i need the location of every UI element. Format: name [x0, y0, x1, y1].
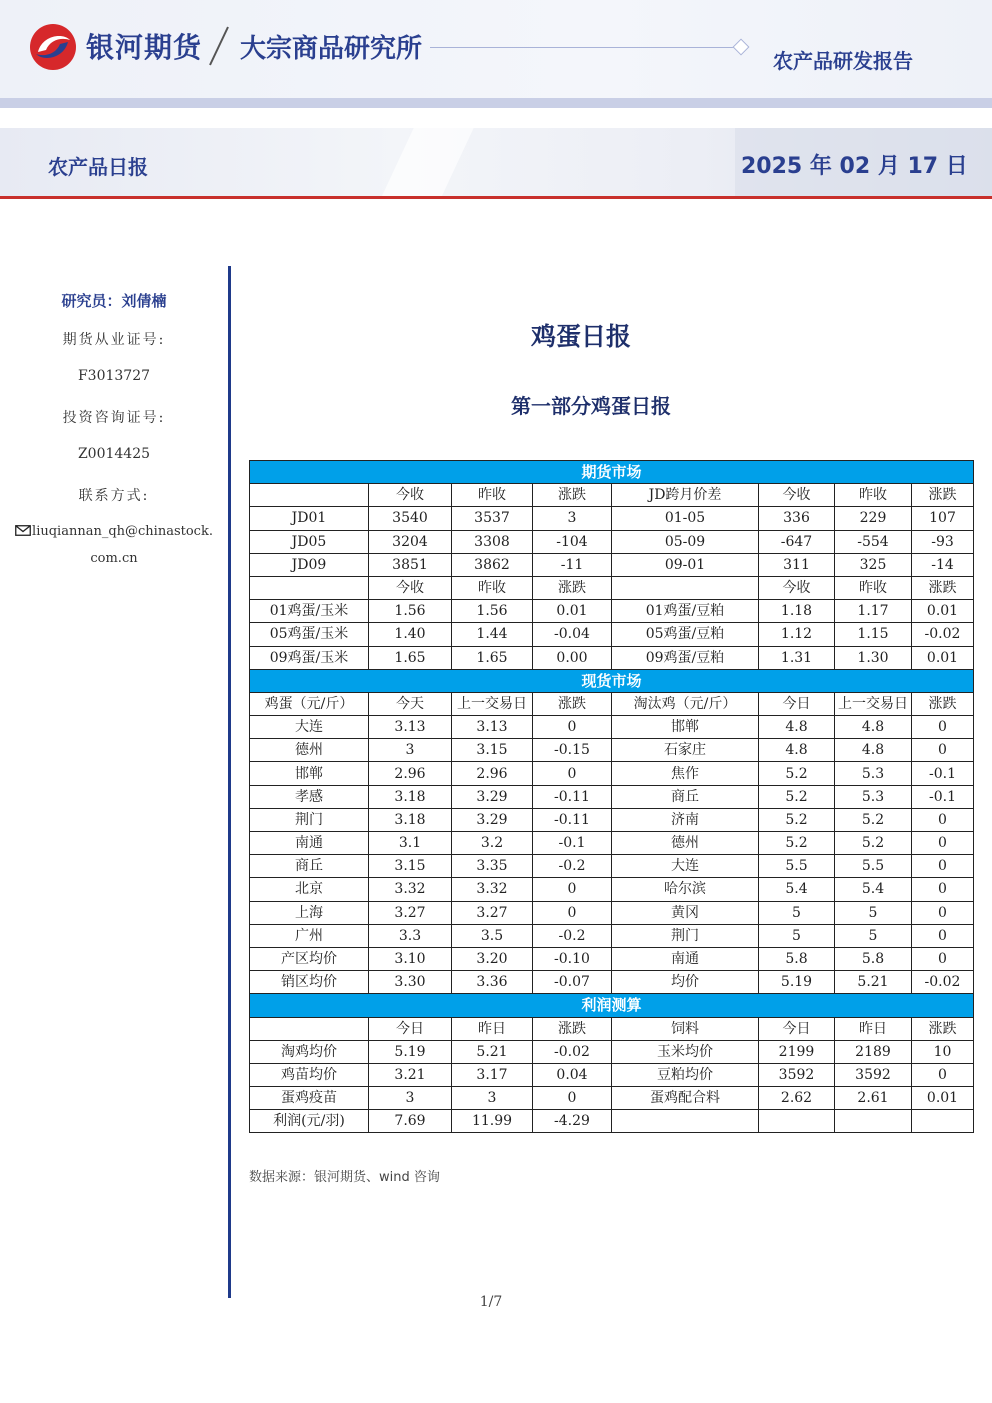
- table-cell: 0: [912, 832, 974, 855]
- table-cell: 3.21: [369, 1063, 452, 1086]
- table-cell: 3.3: [369, 924, 452, 947]
- header-cell: 今收: [369, 576, 452, 599]
- advisory-cert-label: 投资咨询证号:: [62, 410, 166, 426]
- table-cell: 德州: [612, 832, 759, 855]
- table-row: [250, 739, 974, 762]
- table-cell: 3592: [759, 1063, 835, 1086]
- table-cell: 107: [912, 507, 974, 530]
- table-cell: 哈尔滨: [612, 878, 759, 901]
- table-cell: -11: [533, 553, 612, 576]
- table-cell: 3: [369, 1087, 452, 1110]
- table-cell: 336: [759, 507, 835, 530]
- table-cell: -0.07: [533, 971, 612, 994]
- header-cell: 昨收: [835, 576, 912, 599]
- table-cell: 3862: [452, 553, 533, 576]
- table-cell: 5.3: [835, 762, 912, 785]
- profit-header-row: [250, 1017, 974, 1040]
- table-cell: 1.12: [759, 623, 835, 646]
- table-cell: 3.10: [369, 947, 452, 970]
- table-cell: -14: [912, 553, 974, 576]
- table-row: [250, 855, 974, 878]
- futures-cert-label: 期货从业证号:: [62, 332, 166, 348]
- table-cell: [912, 1110, 974, 1133]
- table-cell: 德州: [250, 739, 369, 762]
- table-cell: 黄冈: [612, 901, 759, 924]
- table-row: [250, 785, 974, 808]
- table-cell: 邯郸: [250, 762, 369, 785]
- header-cell: 昨日: [452, 1017, 533, 1040]
- table-cell: 玉米均价: [612, 1040, 759, 1063]
- table-cell: 5.2: [759, 762, 835, 785]
- header-cell: 昨收: [835, 484, 912, 507]
- table-cell: 5: [759, 901, 835, 924]
- table-cell: 3537: [452, 507, 533, 530]
- table-cell: 0.01: [912, 1087, 974, 1110]
- table-cell: 0: [533, 878, 612, 901]
- table-row: [250, 878, 974, 901]
- email-text-part2[interactable]: com.cn: [90, 551, 138, 566]
- header-cell: 鸡蛋（元/斤）: [250, 692, 369, 715]
- table-cell: -0.1: [912, 785, 974, 808]
- table-cell: 5.8: [759, 947, 835, 970]
- table-cell: 311: [759, 553, 835, 576]
- table-cell: 0.01: [533, 600, 612, 623]
- table-cell: [612, 1110, 759, 1133]
- header-cell: [250, 1017, 369, 1040]
- table-cell: 3.27: [369, 901, 452, 924]
- table-cell: 0.01: [912, 646, 974, 669]
- email-link[interactable]: [0, 524, 228, 539]
- header-cell: 今天: [369, 692, 452, 715]
- table-cell: 3.15: [369, 855, 452, 878]
- table-cell: 南通: [250, 832, 369, 855]
- spot-header-row: [250, 692, 974, 715]
- table-row: [250, 553, 974, 576]
- table-cell: 1.56: [452, 600, 533, 623]
- header-cell: [250, 576, 369, 599]
- header-cell: JD跨月价差: [612, 484, 759, 507]
- table-cell: -0.15: [533, 739, 612, 762]
- table-cell: 5.2: [759, 808, 835, 831]
- top-header-stripe: [0, 98, 992, 108]
- header-cell: 今日: [759, 692, 835, 715]
- header-cell: 涨跌: [912, 484, 974, 507]
- table-cell: 4.8: [759, 716, 835, 739]
- table-row: [250, 947, 974, 970]
- table-cell: 1.65: [369, 646, 452, 669]
- egg-daily-table: [249, 460, 974, 1133]
- table-cell: 5.21: [452, 1040, 533, 1063]
- header-cell: 淘汰鸡（元/斤）: [612, 692, 759, 715]
- table-cell: 3.18: [369, 808, 452, 831]
- institute-name: 大宗商品研究所: [240, 34, 423, 64]
- table-cell: 焦作: [612, 762, 759, 785]
- table-cell: 济南: [612, 808, 759, 831]
- table-cell: 利润(元/羽): [250, 1110, 369, 1133]
- section-band-label: 期货市场: [250, 461, 974, 484]
- sub-header-red-line: [0, 196, 992, 199]
- sub-title: 农产品日报: [48, 155, 148, 179]
- table-cell: 0.00: [533, 646, 612, 669]
- table-row: [250, 1063, 974, 1086]
- table-cell: 3851: [369, 553, 452, 576]
- table-cell: 5: [835, 924, 912, 947]
- table-row: [250, 924, 974, 947]
- header-cell: 今收: [759, 576, 835, 599]
- mail-icon: [15, 525, 31, 536]
- table-cell: -0.04: [533, 623, 612, 646]
- table-row: [250, 762, 974, 785]
- table-cell: 01鸡蛋/玉米: [250, 600, 369, 623]
- header-cell: 涨跌: [533, 692, 612, 715]
- table-cell: 3.5: [452, 924, 533, 947]
- slash-separator-icon: [204, 24, 234, 68]
- table-cell: [759, 1110, 835, 1133]
- header-cell: 上一交易日: [835, 692, 912, 715]
- table-cell: 05-09: [612, 530, 759, 553]
- table-row: [250, 901, 974, 924]
- table-cell: 0: [912, 947, 974, 970]
- table-cell: -0.02: [912, 971, 974, 994]
- header-cell: 昨收: [452, 576, 533, 599]
- table-row: [250, 808, 974, 831]
- table-cell: 3.20: [452, 947, 533, 970]
- table-cell: 0: [912, 924, 974, 947]
- table-cell: 5.2: [835, 808, 912, 831]
- table-cell: 3.13: [452, 716, 533, 739]
- table-cell: 3592: [835, 1063, 912, 1086]
- table-row: [250, 507, 974, 530]
- report-type: 农产品研发报告: [773, 49, 913, 73]
- table-cell: 1.44: [452, 623, 533, 646]
- table-cell: 3.18: [369, 785, 452, 808]
- table-cell: 10: [912, 1040, 974, 1063]
- sidebar-divider: [228, 266, 231, 1298]
- table-cell: 1.17: [835, 600, 912, 623]
- table-cell: 上海: [250, 901, 369, 924]
- table-cell: 5.4: [759, 878, 835, 901]
- table-cell: 0: [533, 1087, 612, 1110]
- table-row: [250, 832, 974, 855]
- document-title: 鸡蛋日报: [530, 322, 631, 351]
- table-cell: 2.96: [369, 762, 452, 785]
- header-cell: 今日: [369, 1017, 452, 1040]
- table-cell: 5.5: [835, 855, 912, 878]
- table-cell: 3.17: [452, 1063, 533, 1086]
- table-cell: 1.18: [759, 600, 835, 623]
- table-cell: 5.19: [369, 1040, 452, 1063]
- header-cell: 饲料: [612, 1017, 759, 1040]
- table-cell: 3.1: [369, 832, 452, 855]
- table-cell: 05鸡蛋/豆粕: [612, 623, 759, 646]
- table-row: [250, 600, 974, 623]
- table-cell: 南通: [612, 947, 759, 970]
- table-cell: -0.1: [912, 762, 974, 785]
- header-decor-line: [430, 47, 735, 48]
- table-cell: 鸡苗均价: [250, 1063, 369, 1086]
- table-cell: 1.15: [835, 623, 912, 646]
- table-cell: 0: [912, 878, 974, 901]
- table-cell: 3.29: [452, 808, 533, 831]
- table-cell: 大连: [250, 716, 369, 739]
- table-cell: 3: [369, 739, 452, 762]
- table-cell: -93: [912, 530, 974, 553]
- advisory-cert-number: Z0014425: [77, 446, 151, 462]
- table-cell: 2199: [759, 1040, 835, 1063]
- page-number: 1/7: [479, 1294, 503, 1310]
- table-cell: 3540: [369, 507, 452, 530]
- table-cell: -0.2: [533, 924, 612, 947]
- table-cell: 1.56: [369, 600, 452, 623]
- table-cell: 销区均价: [250, 971, 369, 994]
- table-cell: 商丘: [250, 855, 369, 878]
- table-cell: 广州: [250, 924, 369, 947]
- report-date: 2025 年 02 月 17 日: [741, 154, 968, 179]
- table-cell: 5: [759, 924, 835, 947]
- ratio-header-row: [250, 576, 974, 599]
- table-row: [250, 1087, 974, 1110]
- table-cell: -0.2: [533, 855, 612, 878]
- table-cell: 2.96: [452, 762, 533, 785]
- table-cell: 5.21: [835, 971, 912, 994]
- table-cell: 09鸡蛋/玉米: [250, 646, 369, 669]
- table-cell: 01鸡蛋/豆粕: [612, 600, 759, 623]
- table-cell: -104: [533, 530, 612, 553]
- table-cell: 01-05: [612, 507, 759, 530]
- table-cell: -0.1: [533, 832, 612, 855]
- table-cell: 5.3: [835, 785, 912, 808]
- table-cell: 5.8: [835, 947, 912, 970]
- table-cell: 0: [912, 901, 974, 924]
- table-cell: 0.04: [533, 1063, 612, 1086]
- table-cell: -0.02: [912, 623, 974, 646]
- table-cell: 3.27: [452, 901, 533, 924]
- table-cell: 3.13: [369, 716, 452, 739]
- table-cell: 0: [533, 901, 612, 924]
- header-cell: 涨跌: [912, 576, 974, 599]
- table-cell: 蛋鸡配合料: [612, 1087, 759, 1110]
- table-cell: -647: [759, 530, 835, 553]
- table-cell: 北京: [250, 878, 369, 901]
- table-cell: 豆粕均价: [612, 1063, 759, 1086]
- header-cell: 涨跌: [533, 1017, 612, 1040]
- table-cell: 2189: [835, 1040, 912, 1063]
- table-cell: [835, 1110, 912, 1133]
- header-cell: 昨日: [835, 1017, 912, 1040]
- table-cell: 5.2: [759, 785, 835, 808]
- table-cell: 3.29: [452, 785, 533, 808]
- table-row: [250, 971, 974, 994]
- section-band-label: 现货市场: [250, 669, 974, 692]
- table-cell: 荆门: [612, 924, 759, 947]
- table-cell: 4.8: [835, 716, 912, 739]
- table-cell: 4.8: [835, 739, 912, 762]
- table-cell: -0.11: [533, 785, 612, 808]
- table-row: [250, 1040, 974, 1063]
- header-cell: 涨跌: [912, 1017, 974, 1040]
- table-cell: 1.31: [759, 646, 835, 669]
- header-cell: 涨跌: [533, 484, 612, 507]
- table-cell: 7.69: [369, 1110, 452, 1133]
- table-cell: 1.65: [452, 646, 533, 669]
- table-cell: -0.10: [533, 947, 612, 970]
- section-title: 第一部分鸡蛋日报: [511, 394, 671, 418]
- table-cell: 325: [835, 553, 912, 576]
- header-cell: 上一交易日: [452, 692, 533, 715]
- table-cell: 3.30: [369, 971, 452, 994]
- header-cell: 昨收: [452, 484, 533, 507]
- table-cell: 09鸡蛋/豆粕: [612, 646, 759, 669]
- table-cell: 05鸡蛋/玉米: [250, 623, 369, 646]
- table-row: [250, 1110, 974, 1133]
- table-cell: 11.99: [452, 1110, 533, 1133]
- table-row: [250, 646, 974, 669]
- table-cell: 0.01: [912, 600, 974, 623]
- table-cell: 0: [912, 1063, 974, 1086]
- table-cell: 3.35: [452, 855, 533, 878]
- table-cell: 0: [912, 855, 974, 878]
- table-cell: 0: [912, 808, 974, 831]
- table-cell: -0.11: [533, 808, 612, 831]
- table-cell: 孝感: [250, 785, 369, 808]
- section-band-futures: [250, 461, 974, 484]
- table-cell: 1.40: [369, 623, 452, 646]
- table-cell: 3.15: [452, 739, 533, 762]
- table-cell: 229: [835, 507, 912, 530]
- table-cell: 09-01: [612, 553, 759, 576]
- table-cell: 均价: [612, 971, 759, 994]
- table-cell: 2.61: [835, 1087, 912, 1110]
- table-cell: -0.02: [533, 1040, 612, 1063]
- header-cell: 今收: [759, 484, 835, 507]
- table-cell: 产区均价: [250, 947, 369, 970]
- table-cell: -554: [835, 530, 912, 553]
- data-source-note: 数据来源：银河期货、wind 咨询: [249, 1170, 440, 1185]
- section-band-spot: [250, 669, 974, 692]
- table-cell: 3.32: [369, 878, 452, 901]
- table-cell: 3.36: [452, 971, 533, 994]
- header-cell: 今收: [369, 484, 452, 507]
- table-cell: 3: [452, 1087, 533, 1110]
- section-band-profit: [250, 994, 974, 1017]
- header-cell: [612, 576, 759, 599]
- table-row: [250, 716, 974, 739]
- table-cell: 3308: [452, 530, 533, 553]
- table-cell: 3204: [369, 530, 452, 553]
- table-cell: 3.32: [452, 878, 533, 901]
- futures-cert-number: F3013727: [77, 368, 151, 384]
- table-cell: 0: [912, 739, 974, 762]
- table-cell: 蛋鸡疫苗: [250, 1087, 369, 1110]
- futures-header-row: [250, 484, 974, 507]
- table-cell: 4.8: [759, 739, 835, 762]
- table-cell: JD05: [250, 530, 369, 553]
- table-row: [250, 530, 974, 553]
- table-cell: -4.29: [533, 1110, 612, 1133]
- table-cell: 3: [533, 507, 612, 530]
- table-cell: 5.19: [759, 971, 835, 994]
- table-cell: 5.2: [835, 832, 912, 855]
- section-band-label: 利润测算: [250, 994, 974, 1017]
- researcher-name: 研究员：刘倩楠: [61, 292, 167, 310]
- brand-name: 银河期货: [86, 31, 203, 64]
- table-cell: 5.4: [835, 878, 912, 901]
- table-cell: 3.2: [452, 832, 533, 855]
- table-cell: 5.5: [759, 855, 835, 878]
- header-cell: 涨跌: [533, 576, 612, 599]
- header-cell: 今日: [759, 1017, 835, 1040]
- table-cell: 5.2: [759, 832, 835, 855]
- email-text-part1: liuqiannan_qh@chinastock.: [32, 524, 213, 539]
- table-cell: JD09: [250, 553, 369, 576]
- table-cell: 大连: [612, 855, 759, 878]
- contact-label: 联系方式:: [78, 488, 150, 504]
- table-cell: 荆门: [250, 808, 369, 831]
- table-cell: 石家庄: [612, 739, 759, 762]
- table-cell: 1.30: [835, 646, 912, 669]
- table-cell: 商丘: [612, 785, 759, 808]
- table-cell: 0: [533, 762, 612, 785]
- header-cell: [250, 484, 369, 507]
- table-cell: 0: [533, 716, 612, 739]
- table-row: [250, 623, 974, 646]
- header-cell: 涨跌: [912, 692, 974, 715]
- galaxy-logo-icon: [28, 22, 78, 72]
- table-cell: JD01: [250, 507, 369, 530]
- table-cell: 淘鸡均价: [250, 1040, 369, 1063]
- table-cell: 2.62: [759, 1087, 835, 1110]
- table-cell: 5: [835, 901, 912, 924]
- table-cell: 邯郸: [612, 716, 759, 739]
- table-cell: 0: [912, 716, 974, 739]
